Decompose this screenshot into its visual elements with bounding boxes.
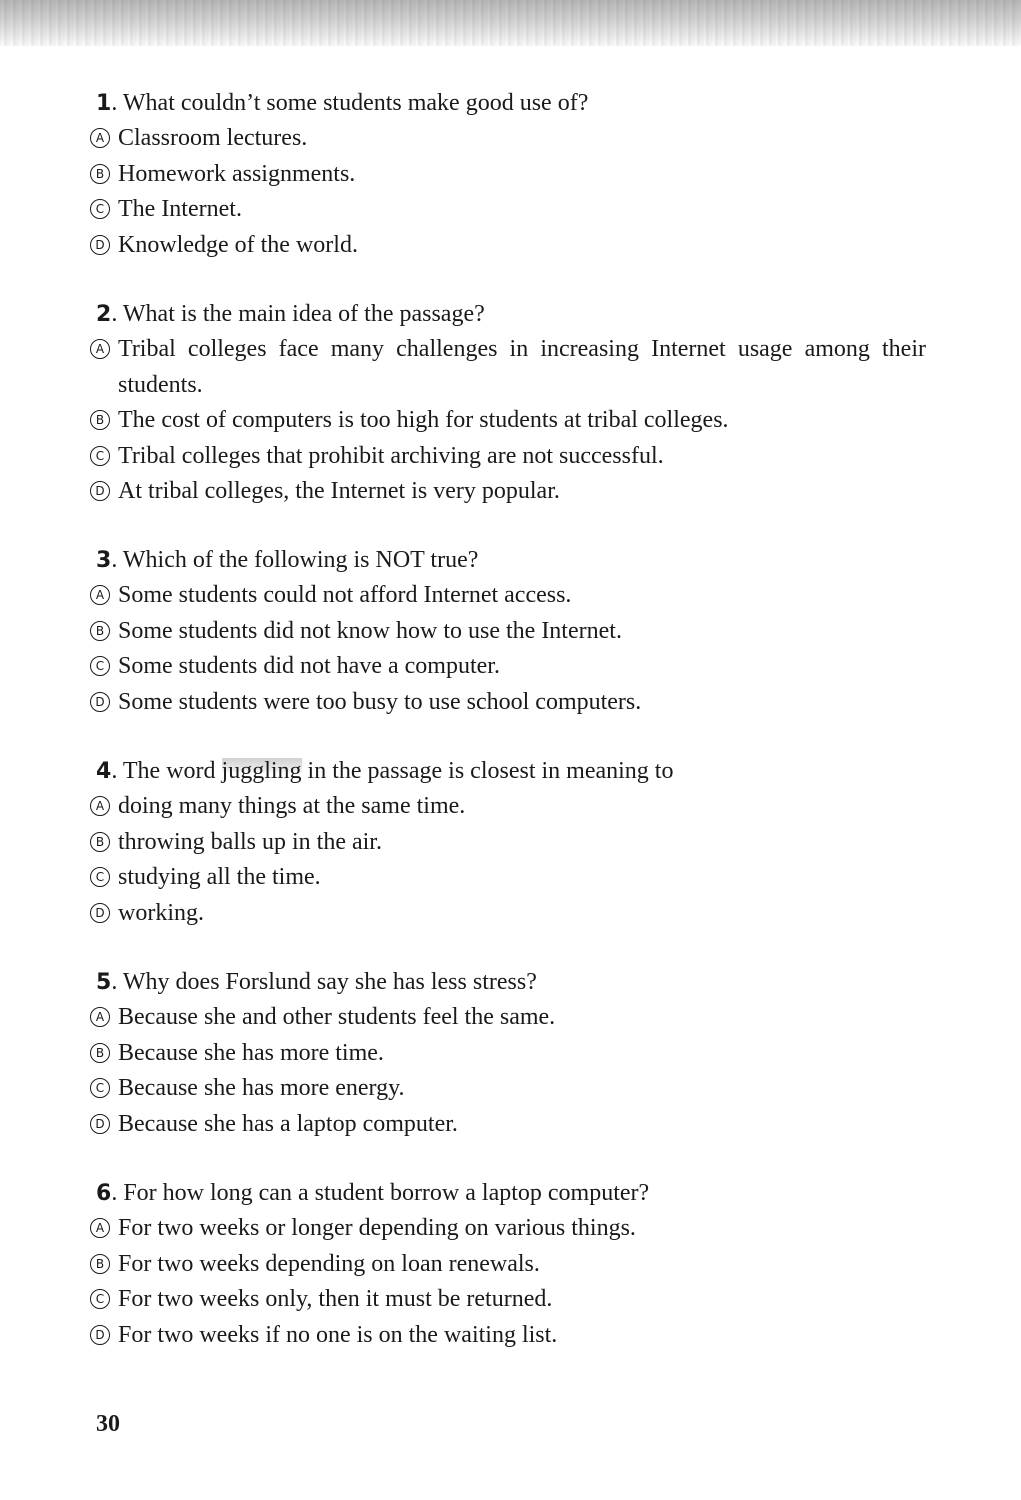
question-stem: 2. What is the main idea of the passage?: [96, 301, 485, 327]
option-a[interactable]: [96, 1000, 926, 1036]
option-text: For two weeks only, then it must be returned.: [118, 1286, 553, 1312]
question-text: Why does Forslund say she has less stress?: [122, 969, 537, 995]
option-text: For two weeks depending on loan renewals.: [118, 1250, 540, 1277]
question-number: 6: [96, 1181, 112, 1206]
option-a[interactable]: [96, 332, 926, 403]
option-c[interactable]: [96, 439, 926, 475]
option-text: Because she has more energy.: [118, 1075, 405, 1101]
option-letter-b: B: [90, 164, 110, 184]
option-text: Some students did not know how to use the Internet.: [118, 617, 622, 644]
option-letter-b: B: [90, 832, 110, 852]
option-letter-c: C: [90, 656, 110, 676]
option-text: For two weeks or longer depending on various things.: [118, 1215, 636, 1241]
question-text-before: The word: [122, 758, 216, 784]
option-text: Because she has more time.: [118, 1039, 384, 1066]
question-4: [96, 754, 926, 931]
option-d[interactable]: [96, 896, 926, 932]
question-text-after: in the passage is closest in meaning to: [307, 758, 674, 784]
option-text: Knowledge of the world.: [118, 231, 358, 258]
option-text: The Internet.: [118, 196, 242, 222]
option-letter-d: D: [90, 692, 110, 712]
option-text: The cost of computers is too high for students at tribal colleges.: [118, 407, 729, 433]
option-b[interactable]: [96, 403, 926, 439]
option-text: doing many things at the same time.: [118, 793, 466, 819]
option-letter-a: A: [90, 1218, 110, 1238]
option-letter-c: C: [90, 1289, 110, 1309]
question-stem: 4. The word juggling in the passage is closest in meaning to: [96, 758, 674, 784]
question-number: 3: [96, 548, 112, 573]
option-letter-b: B: [90, 621, 110, 641]
option-letter-b: B: [90, 1043, 110, 1063]
option-letter-d: D: [90, 903, 110, 923]
option-letter-d: D: [90, 1114, 110, 1134]
option-letter-a: A: [90, 128, 110, 148]
option-a[interactable]: [96, 578, 926, 614]
option-text: For two weeks if no one is on the waiting list.: [118, 1321, 558, 1348]
option-letter-d: D: [90, 481, 110, 501]
question-stem: 5. Why does Forslund say she has less stress?: [96, 969, 537, 995]
option-c[interactable]: [96, 192, 926, 228]
option-text: Because she and other students feel the same.: [118, 1004, 556, 1030]
option-letter-d: D: [90, 235, 110, 255]
option-text: At tribal colleges, the Internet is very popular.: [118, 478, 560, 504]
option-d[interactable]: [96, 1107, 926, 1143]
option-text: Tribal colleges that prohibit archiving are not successful.: [118, 442, 664, 469]
option-text: Some students were too busy to use school computers.: [118, 688, 642, 715]
option-d[interactable]: [96, 1318, 926, 1354]
option-letter-a: A: [90, 339, 110, 359]
option-text: working.: [118, 899, 204, 926]
option-letter-b: B: [90, 1254, 110, 1274]
option-a[interactable]: [96, 121, 926, 157]
question-number: 2: [96, 302, 112, 327]
question-6: [96, 1176, 926, 1353]
option-d[interactable]: [96, 474, 926, 510]
option-letter-c: C: [90, 446, 110, 466]
option-c[interactable]: [96, 1282, 926, 1318]
question-number: 4: [96, 759, 112, 784]
option-b[interactable]: [96, 1247, 926, 1283]
scan-shadow-edge: [0, 0, 1021, 46]
question-2: [96, 297, 926, 510]
option-letter-b: B: [90, 410, 110, 430]
option-letter-c: C: [90, 867, 110, 887]
option-text: Because she has a laptop computer.: [118, 1110, 458, 1137]
question-text: What couldn’t some students make good use of?: [122, 90, 589, 116]
option-d[interactable]: [96, 228, 926, 264]
option-a[interactable]: [96, 789, 926, 825]
option-text: Tribal colleges face many challenges in increasing Internet usage among their students.: [118, 336, 926, 398]
question-text: Which of the following is NOT true?: [122, 547, 479, 573]
option-letter-a: A: [90, 585, 110, 605]
question-stem: 6. For how long can a student borrow a laptop computer?: [96, 1180, 650, 1206]
option-text: Some students did not have a computer.: [118, 653, 500, 679]
option-b[interactable]: [96, 157, 926, 193]
option-letter-d: D: [90, 1325, 110, 1345]
option-letter-a: A: [90, 1007, 110, 1027]
option-text: Homework assignments.: [118, 160, 356, 187]
option-c[interactable]: [96, 860, 926, 896]
question-3: [96, 543, 926, 720]
option-b[interactable]: [96, 825, 926, 861]
option-a[interactable]: [96, 1211, 926, 1247]
page-number: 30: [96, 1411, 120, 1437]
question-number: 1: [96, 91, 112, 116]
option-text: Some students could not afford Internet access.: [118, 582, 572, 608]
option-c[interactable]: [96, 1071, 926, 1107]
option-text: Classroom lectures.: [118, 125, 308, 151]
option-letter-c: C: [90, 199, 110, 219]
question-text: For how long can a student borrow a laptop computer?: [123, 1180, 650, 1206]
question-stem: 3. Which of the following is NOT true?: [96, 547, 479, 573]
question-5: [96, 965, 926, 1142]
option-c[interactable]: [96, 649, 926, 685]
option-letter-a: A: [90, 796, 110, 816]
question-number: 5: [96, 970, 112, 995]
option-b[interactable]: [96, 614, 926, 650]
question-text: What is the main idea of the passage?: [122, 301, 485, 327]
option-text: throwing balls up in the air.: [118, 828, 382, 855]
option-b[interactable]: [96, 1036, 926, 1072]
option-d[interactable]: [96, 685, 926, 721]
question-1: [96, 86, 926, 263]
question-stem: 1. What couldn’t some students make good use of?: [96, 90, 589, 116]
option-letter-c: C: [90, 1078, 110, 1098]
option-text: studying all the time.: [118, 864, 321, 890]
highlighted-word: juggling: [221, 758, 302, 784]
